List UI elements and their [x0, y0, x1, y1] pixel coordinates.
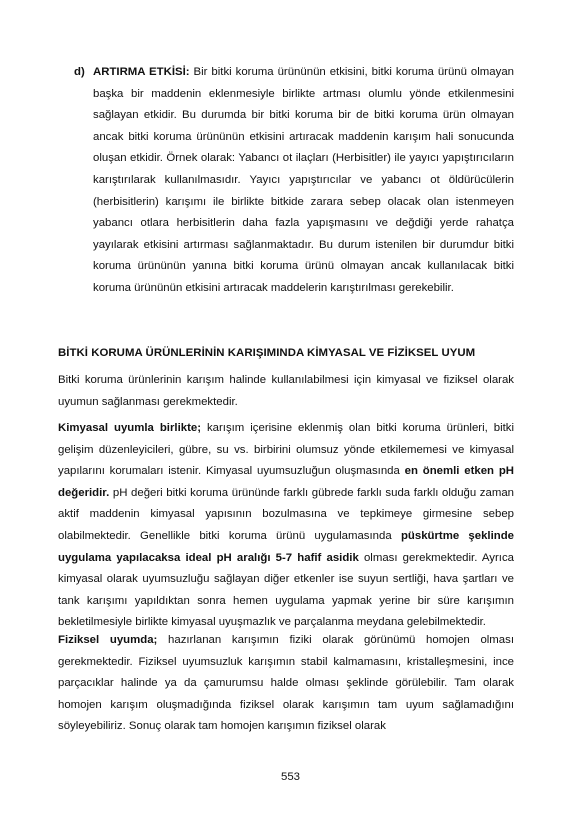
- physical-compatibility-paragraph: [58, 630, 514, 738]
- list-item-body: [74, 62, 514, 300]
- chemical-bold-1: en önemli etken pH değeridir.: [58, 465, 515, 499]
- list-item-d: [74, 62, 514, 300]
- page-number: 553: [280, 771, 300, 783]
- chemical-bold-2: püskürtme şeklinde uygulama yapılacaksa ideal pH aralığı 5-7 hafif asidik: [58, 529, 514, 564]
- list-item-label: d): [74, 66, 85, 78]
- item-title: ARTIRMA ETKİSİ:: [93, 66, 190, 78]
- physical-lead: Fiziksel uyumda;: [58, 634, 158, 646]
- intro-paragraph: Bitki koruma ürünlerinin karışım halinde kullanılabilmesi için kimyasal ve fiziksel olarak uyumun sağlanması gerekmektedir.: [58, 374, 514, 408]
- section-heading: BİTKİ KORUMA ÜRÜNLERİNİN KARIŞIMINDA KİMYASAL VE FİZİKSEL UYUM: [58, 347, 476, 359]
- item-text: Bir bitki koruma ürününün etkisini, bitki koruma ürünü olmayan başka bir maddenin eklenmesiyle birlikte artması olumlu yönde etkilenmesini sağlayan etkidir. Bu durumda bir bitki koruma bir de bitki koruma ürün olmayan ancak bitki koruma ürününün etkisini artıracak maddenin karışım hali sonucunda oluşan etkidir. Örnek olarak: Yabancı ot ilaçları (Herbisitler) ile yayıcı yapıştırıcıların karıştırılarak kullanılmasıdır. Yayıcı yapıştırıcılar ve yabancı ot öldürücülerin (herbisitlerin) karışımı ile birlikte bitkide zarara sebep olacak olan istenmeyen yabancı otlara herbisitlerin daha fazla yapışmasını ve değdiği yerde rahatça yayılarak etkisini artırması sağlanmaktadır. Bu durum istenilen bir durumdur bitki koruma ürününün yanına bitki koruma ürünü olmayan ancak kullanılacak bitki koruma ürününün etkisini artıracak maddelerin karıştırılması gerekebilir.: [93, 66, 514, 294]
- chemical-text-2: pH değeri bitki koruma ürününde farklı gübrede farklı suda farklı olduğu zaman aktif maddenin kimyasal yapısının bozulmasına ve tepkimeye girmesine sebep olabilmektedir. Genellikle bitki koruma ürünü uygulamasında: [58, 486, 514, 542]
- chemical-text-3: olması gerekmektedir. Ayrıca kimyasal olarak uyumsuzluğu sağlayan diğer etkenler ise suyun sertliği, hava şartları ve tank karışımı yapıldıktan sonra hemen uygulama yapmak yerine bir süre karışımın bekletilmesiyle birlikte kimyasal uyuşmazlık ve parçalanma meydana gelebilmektedir.: [58, 551, 514, 629]
- chemical-lead: Kimyasal uyumla birlikte;: [58, 422, 201, 434]
- physical-text: hazırlanan karışımın fiziki olarak görünümü homojen olması gerekmektedir. Fiziksel uyumsuzluk karışımın stabil kalmamasını, kristalleşmesini, ince parçacıklar halinde ya da çamurumsu halde olması şeklinde görülebilir. Tam olarak homojen karışım oluşmadığında fiziksel olarak karışımın tam uyum sağlamadığını söyleyebiliriz. Sonuç olarak tam homojen karışımın fiziksel olarak: [58, 634, 514, 733]
- chemical-text-1: karışım içerisine eklenmiş olan bitki koruma ürünleri, bitki gelişim düzenleyicileri, gübre, su vs. birbirini olumsuz yönde etkilememesi ve kimyasal yapılarını korumaları istenir. Kimyasal uyumsuzluğun oluşmasında: [58, 422, 514, 478]
- chemical-compatibility-paragraph: [58, 418, 514, 634]
